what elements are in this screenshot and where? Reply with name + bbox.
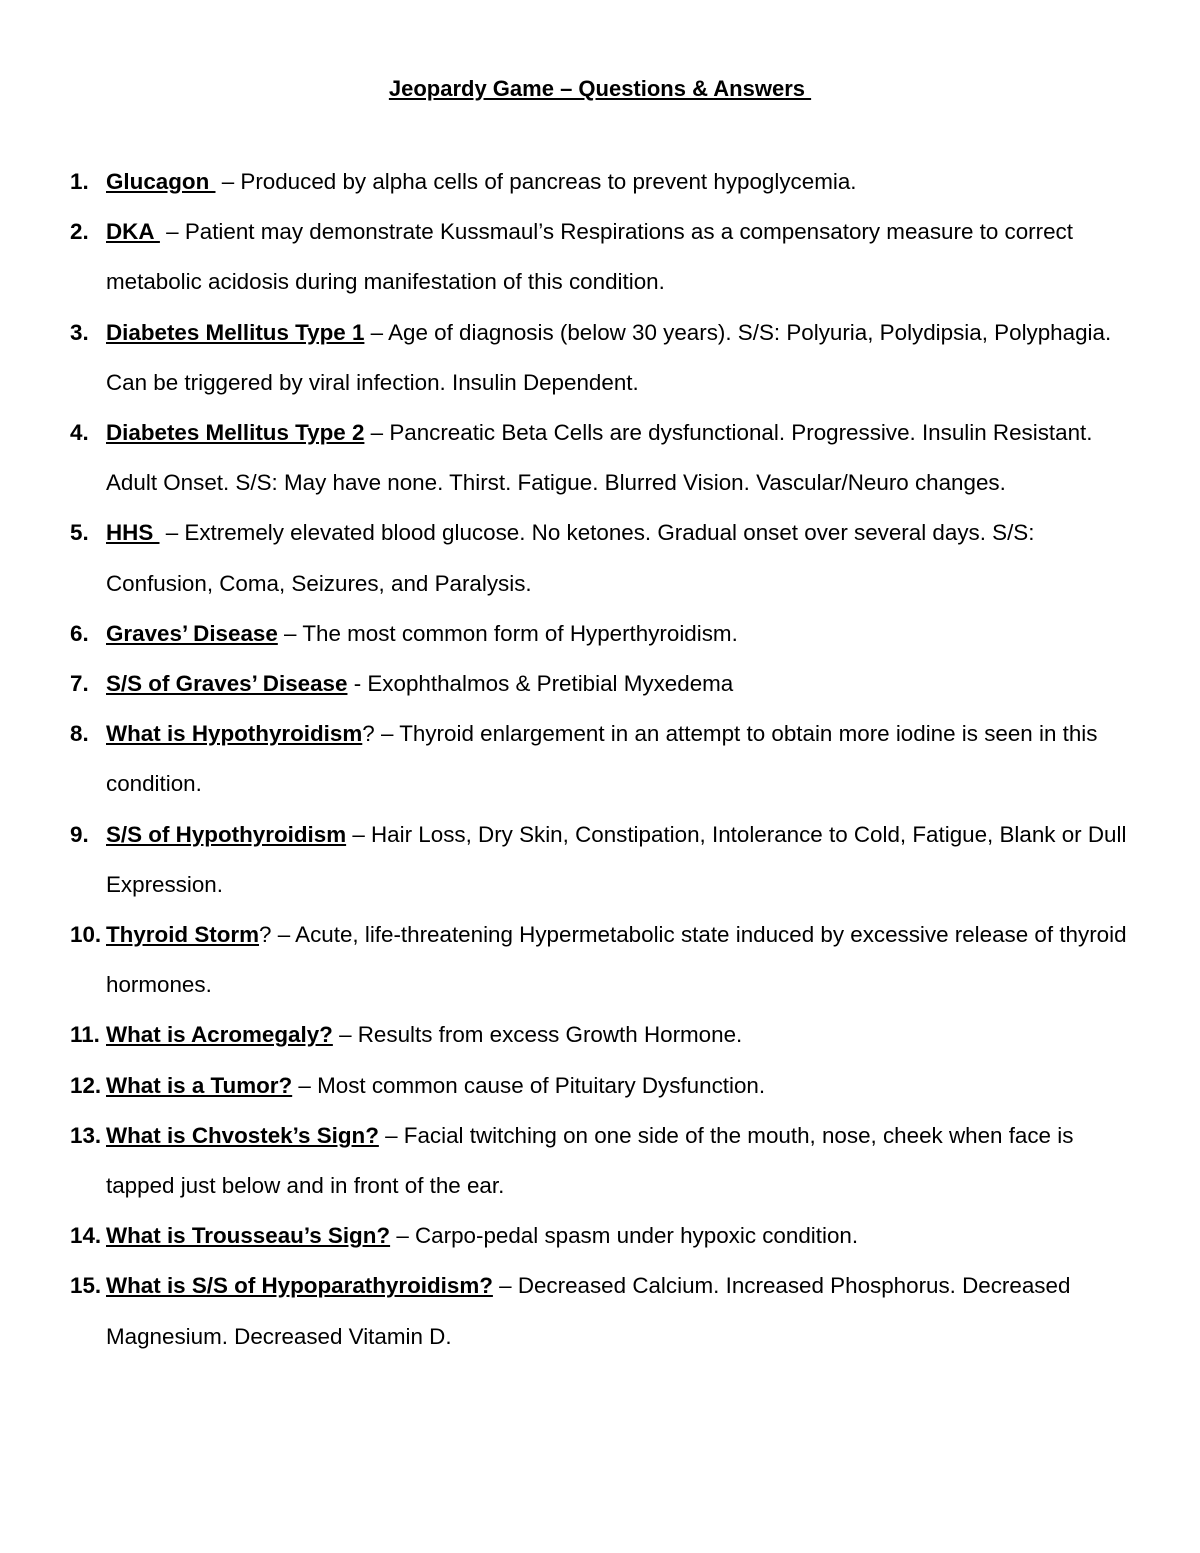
qa-item-15 [70,1261,1145,1361]
item-definition: Results from excess Growth Hormone. [357,1022,743,1048]
item-definition: Decreased Calcium. Increased Phosphorus. Decreased Magnesium. Decreased Vitamin D. [106,1273,1071,1349]
qa-item-3 [70,308,1145,408]
item-term: Diabetes Mellitus Type 1 [106,319,365,345]
item-number: 13. [70,1122,102,1148]
item-separator: – [159,520,185,546]
item-definition: Hair Loss, Dry Skin, Constipation, Intolerance to Cold, Fatigue, Blank or Dull Expression. [106,821,1127,897]
item-term: Glucagon [106,169,216,194]
item-term: DKA [106,219,160,245]
item-separator: – [332,1022,358,1048]
item-separator: – [159,219,185,245]
item-separator: ? – [259,922,296,948]
item-definition: The most common form of Hyperthyroidism. [302,620,738,646]
item-separator: – [277,620,303,646]
item-term: Thyroid Storm [106,922,260,948]
qa-item-12 [70,1061,1145,1111]
item-definition: Carpo-pedal spasm under hypoxic condition. [415,1223,859,1249]
item-term: What is a Tumor? [106,1072,293,1098]
item-number: 5. [70,520,89,546]
qa-item-14 [70,1211,1145,1261]
qa-item-4 [70,408,1145,508]
item-separator: - [347,671,368,697]
qa-item-13 [70,1111,1145,1211]
item-number: 3. [70,319,89,345]
item-separator: – [364,420,390,446]
item-definition: Produced by alpha cells of pancreas to prevent hypoglycemia. [240,169,857,194]
qa-item-10 [70,910,1145,1010]
item-definition: Thyroid enlargement in an attempt to obtain more iodine is seen in this condition. [106,721,1098,797]
item-definition: Exophthalmos & Pretibial Myxedema [367,671,734,697]
item-number: 15. [70,1273,102,1299]
qa-item-6 [70,609,1145,659]
item-number: 1. [70,169,89,194]
item-number: 6. [70,620,89,646]
item-number: 9. [70,821,89,847]
item-definition: Acute, life-threatening Hypermetabolic state induced by excessive release of thyroid hormones. [106,922,1127,998]
item-number: 7. [70,671,89,697]
item-definition: Pancreatic Beta Cells are dysfunctional. Progressive. Insulin Resistant. Adult Onset. S/S: May have none. Thirst. Fatigue. Blurred Vision. Vascular/Neuro changes. [106,420,1093,496]
item-definition: Patient may demonstrate Kussmaul’s Respirations as a compensatory measure to correct metabolic acidosis during manifestation of this condition. [106,219,1073,295]
item-term: Graves’ Disease [106,620,278,646]
item-separator: – [492,1273,518,1299]
item-number: 4. [70,420,89,446]
item-term: Diabetes Mellitus Type 2 [106,420,365,446]
item-number: 10. [70,922,102,948]
item-separator: – [292,1072,318,1098]
qa-item-11 [70,1010,1145,1060]
item-number: 14. [70,1223,102,1249]
document-title: Jeopardy Game – Questions & Answers [388,76,812,101]
item-separator: – [215,169,241,194]
item-term: HHS [106,520,160,546]
item-definition: Facial twitching on one side of the mouth, nose, cheek when face is tapped just below and in front of the ear. [106,1122,1074,1199]
item-term: S/S of Graves’ Disease [106,671,348,697]
item-separator: – [378,1122,404,1148]
item-definition: Age of diagnosis (below 30 years). S/S: Polyuria, Polydipsia, Polyphagia. Can be triggered by viral infection. Insulin Dependent. [106,319,1112,395]
qa-item-1 [70,157,1145,207]
item-separator: – [364,319,389,345]
qa-item-8 [70,709,1145,809]
qa-item-7 [70,659,1145,709]
item-definition: Extremely elevated blood glucose. No ketones. Gradual onset over several days. S/S: Confusion, Coma, Seizures, and Paralysis. [106,520,1035,596]
item-number: 11. [70,1022,100,1048]
qa-item-9 [70,810,1145,910]
qa-item-2 [70,207,1145,307]
item-term: What is Acromegaly? [106,1022,333,1048]
item-term: What is S/S of Hypoparathyroidism? [106,1273,493,1299]
item-number: 2. [70,219,89,245]
item-term: What is Chvostek’s Sign? [106,1122,379,1148]
item-number: 12. [70,1072,102,1098]
item-number: 8. [70,721,89,747]
item-separator: – [346,821,372,847]
item-term: What is Trousseau’s Sign? [106,1223,391,1249]
qa-list [70,157,1145,1362]
item-term: What is Hypothyroidism [106,721,363,747]
item-separator: – [390,1223,415,1249]
qa-item-5 [70,508,1145,608]
item-definition: Most common cause of Pituitary Dysfunction. [317,1072,766,1098]
item-separator: ? – [362,721,400,747]
item-term: S/S of Hypothyroidism [106,821,347,847]
